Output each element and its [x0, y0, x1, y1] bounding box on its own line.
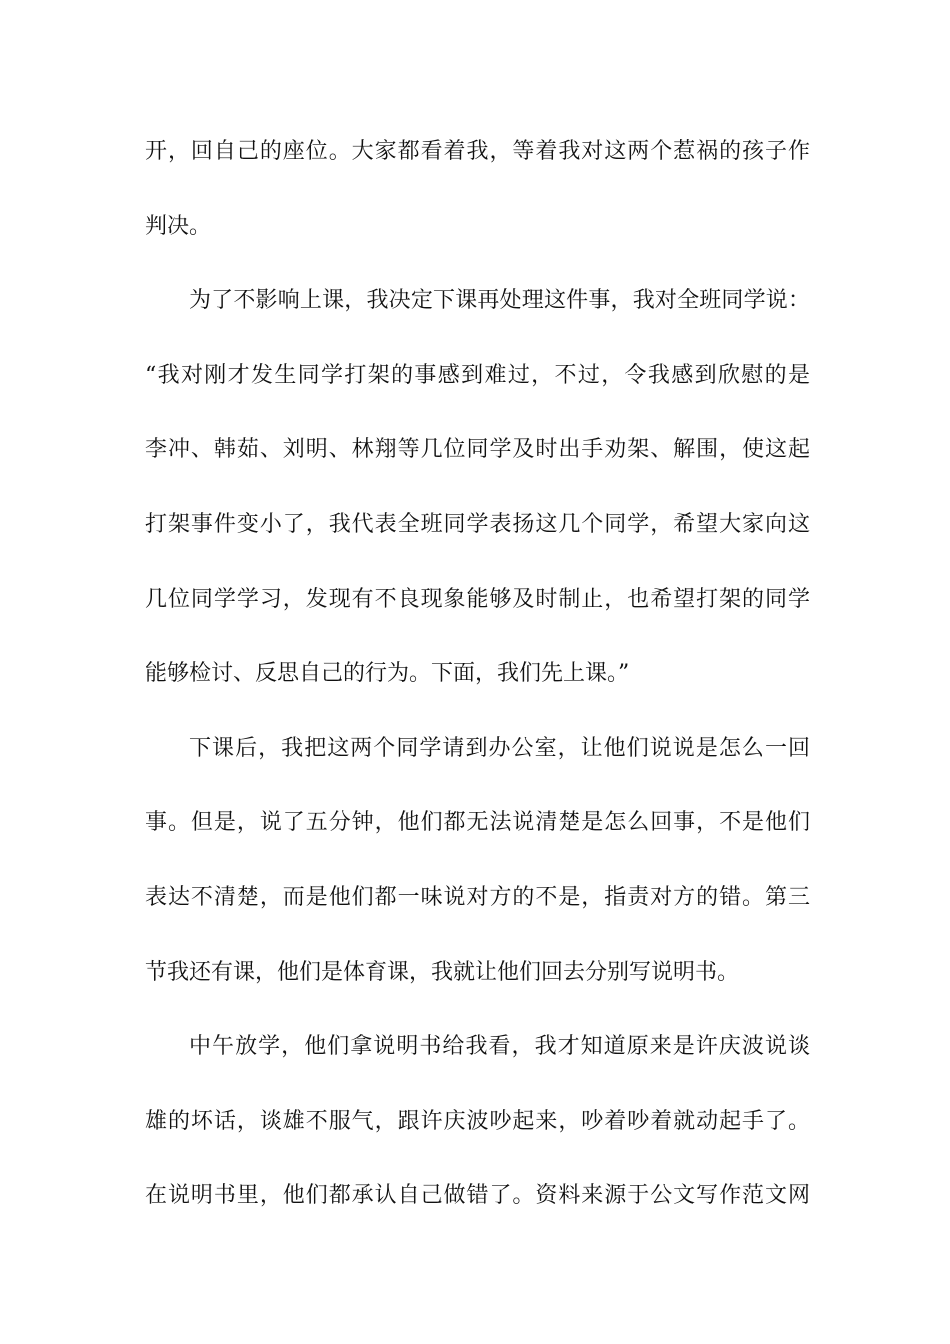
text-line: 能够检讨、反思自己的行为。下面，我们先上课。”: [145, 661, 630, 687]
text-line: 事。但是，说了五分钟，他们都无法说清楚是怎么回事，不是他们: [145, 810, 810, 836]
text-line: 雄的坏话，谈雄不服气，跟许庆波吵起来，吵着吵着就动起手了。: [145, 1108, 810, 1134]
paragraph-first-line: 中午放学，他们拿说明书给我看，我才知道原来是许庆波说谈: [189, 1034, 810, 1060]
paragraph-first-line: 下课后，我把这两个同学请到办公室，让他们说说是怎么一回: [189, 735, 810, 761]
text-line: 开，回自己的座位。大家都看着我，等着我对这两个惹祸的孩子作: [145, 139, 810, 164]
text-line: 几位同学学习，发现有不良现象能够及时制止，也希望打架的同学: [145, 586, 810, 612]
text-line: 李冲、韩茹、刘明、林翔等几位同学及时出手劝架、解围，使这起: [145, 437, 810, 463]
text-line: 判决。: [145, 213, 212, 239]
paragraph-first-line: 为了不影响上课，我决定下课再处理这件事，我对全班同学说：: [189, 288, 810, 314]
text-line: “我对刚才发生同学打架的事感到难过，不过，令我感到欣慰的是: [145, 362, 810, 388]
text-line: 在说明书里，他们都承认自己做错了。资料来源于公文写作范文网: [145, 1183, 810, 1209]
text-line: 节我还有课，他们是体育课，我就让他们回去分别写说明书。: [145, 959, 740, 985]
text-line: 表达不清楚，而是他们都一味说对方的不是，指责对方的错。第三: [145, 884, 810, 910]
document-body: [145, 130, 810, 1249]
text-line: 打架事件变小了，我代表全班同学表扬这几个同学，希望大家向这: [145, 511, 810, 537]
